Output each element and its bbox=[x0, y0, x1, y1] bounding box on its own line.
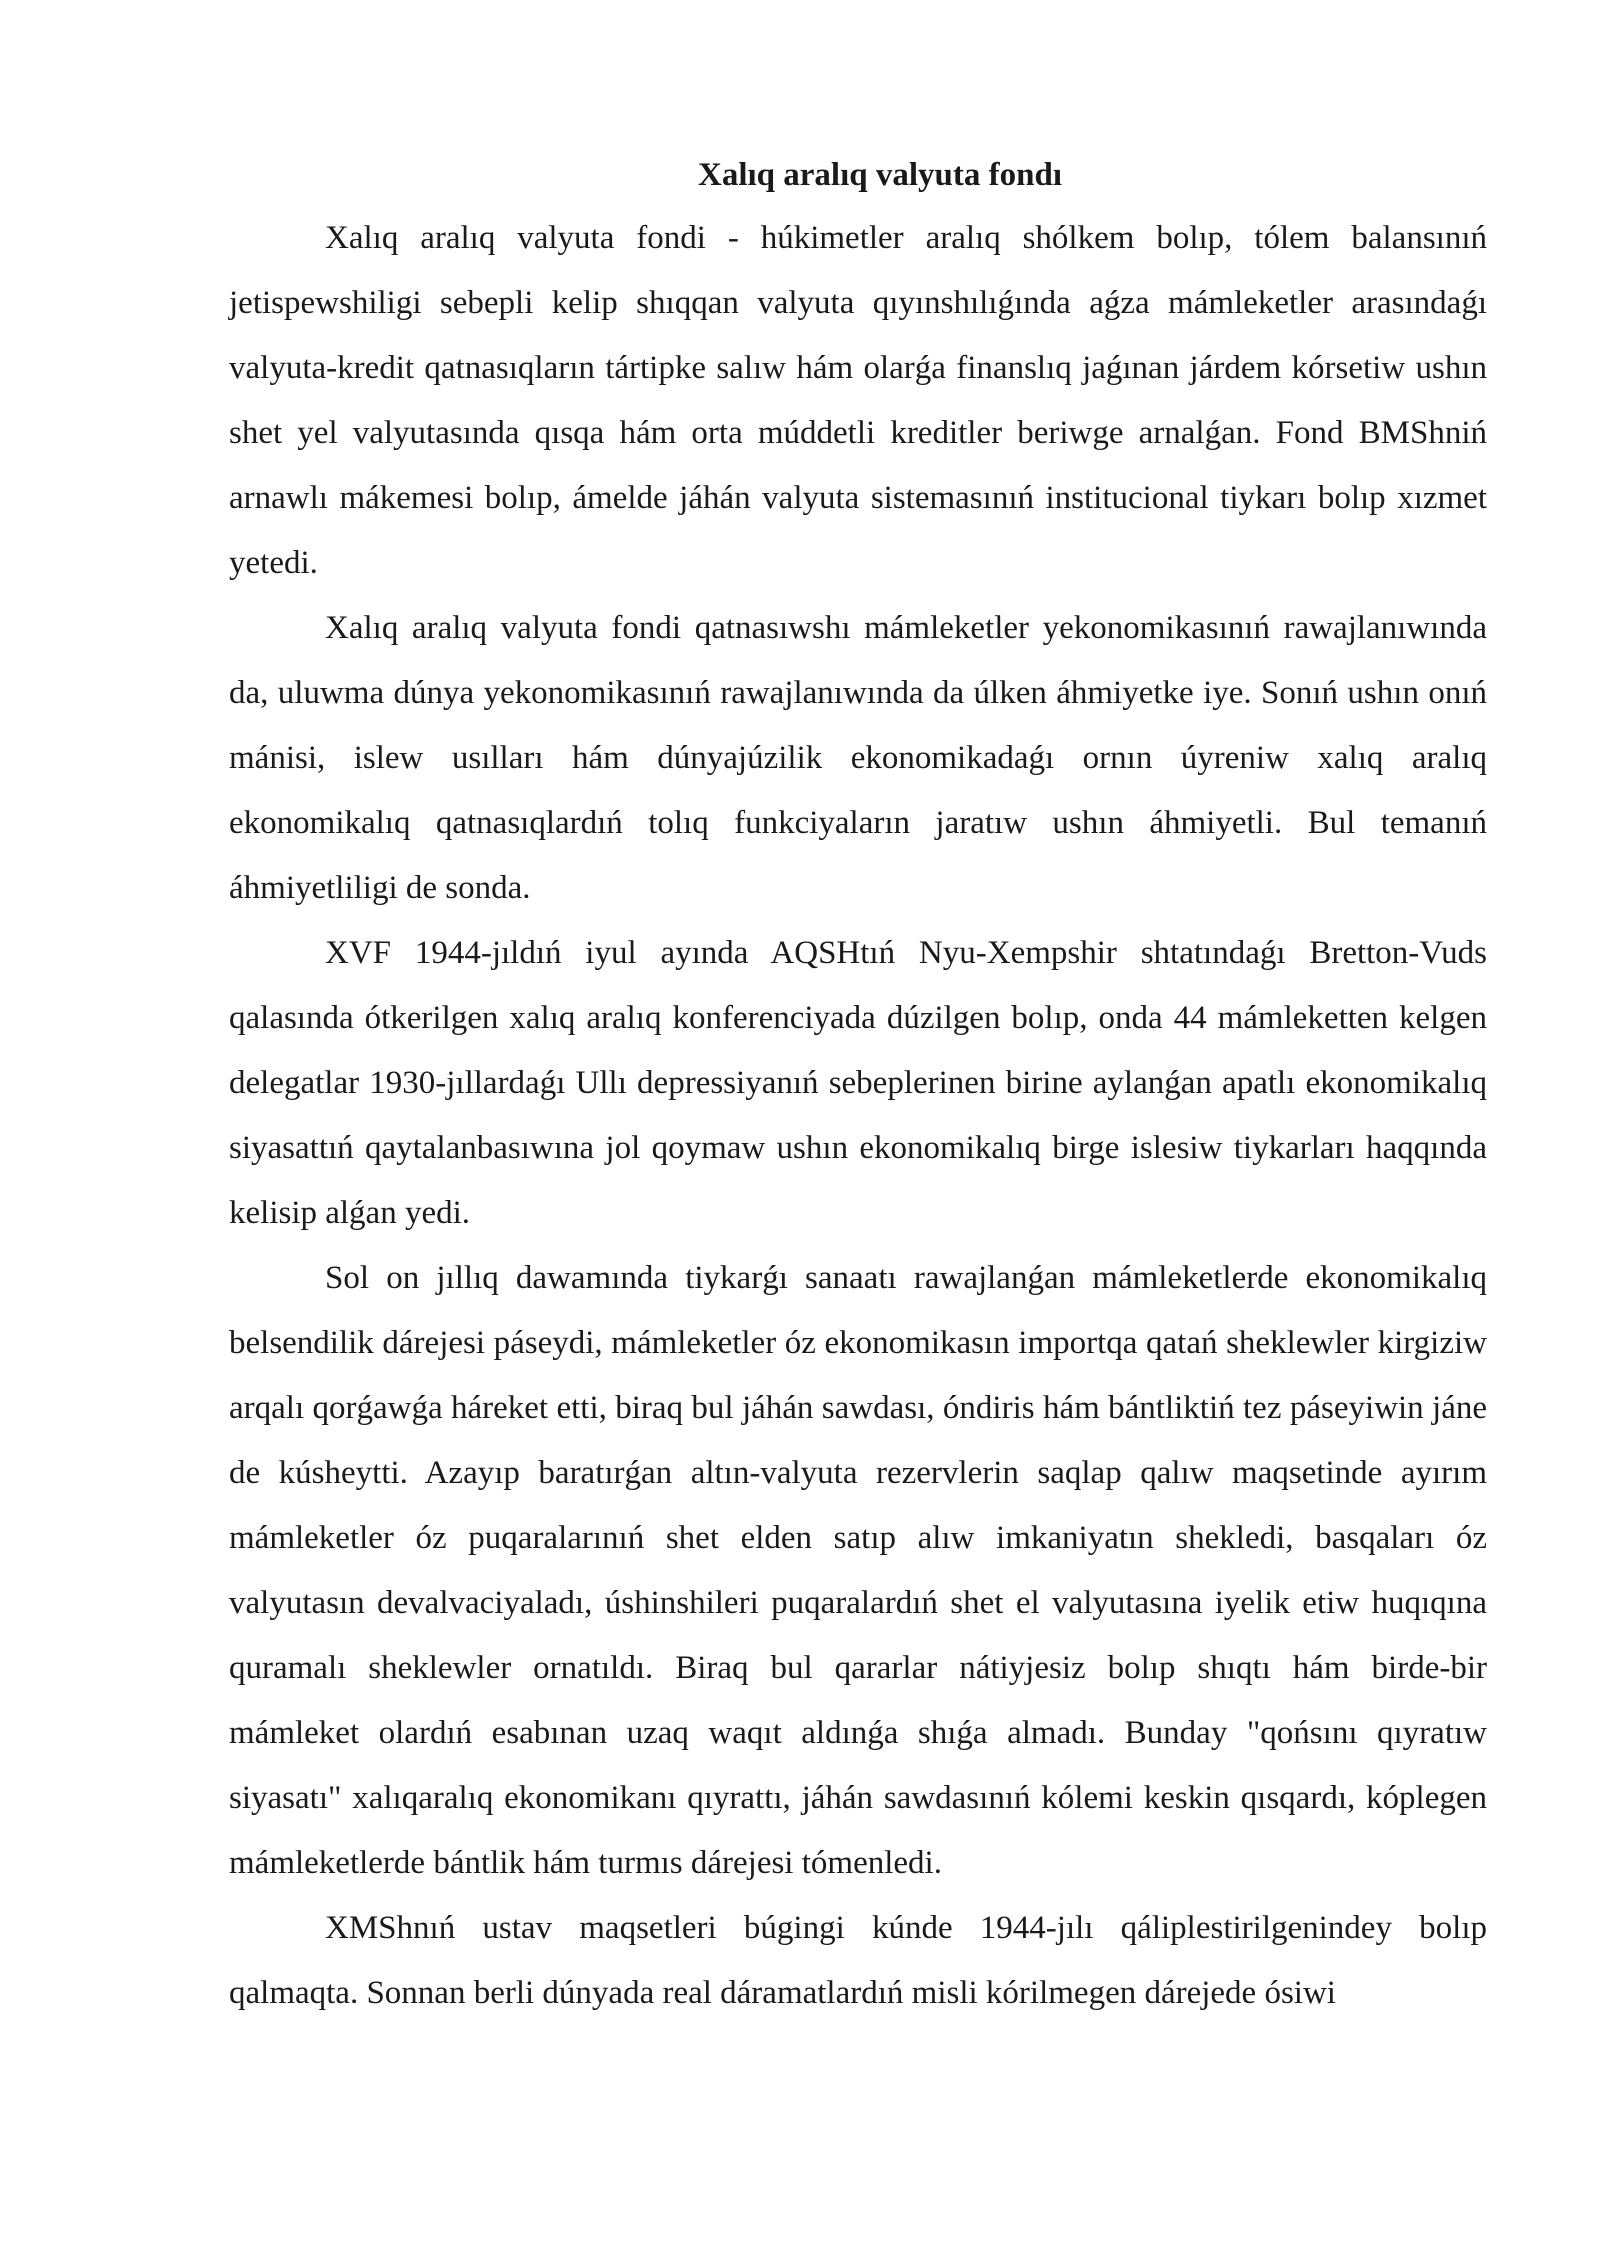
paragraph-2: Xalıq aralıq valyuta fondi qatnasıwshı mámleketler yekonomikasınıń rawajlanıwında da, uluwma dúnya yekonomikasınıń rawajlanıwında da úlken áhmiyetke iye. Sonıń ushın onıń mánisi, islew usılları hám dúnyajúzilik ekonomikadaǵı ornın úyreniw xalıq aralıq ekonomikalıq qatnasıqlardıń tolıq funkciyaların jaratıw ushın áhmiyetli. Bul temanıń áhmiyetliligi de sonda. bbox=[229, 610, 1487, 906]
document-title: Xalıq aralıq valyuta fondı bbox=[698, 157, 1062, 193]
document-page bbox=[229, 150, 1487, 2026]
paragraph-5: XMShnıń ustav maqsetleri búgingi kúnde 1944-jılı qáliplestirilgenindey bolıp qalmaqta. Sonnan berli dúnyada real dáramatlardıń misli kórilmegen dárejede ósiwi bbox=[229, 1910, 1487, 2011]
paragraph-4: Sol on jıllıq dawamında tiykarǵı sanaatı rawajlanǵan mámleketlerde ekonomikalıq belsendilik dárejesi páseydi, mámleketler óz ekonomikasın importqa qatań sheklewler kirgiziw arqalı qorǵawǵa háreket etti, biraq bul jáhán sawdası, óndiris hám bántliktiń tez páseyiwin jáne de kúsheytti. Azayıp baratırǵan altın-valyuta rezervlerin saqlap qalıw maqsetinde ayırım mámleketler óz puqaralarınıń shet elden satıp alıw imkaniyatın shekledi, basqaları óz valyutasın devalvaciyaladı, úshinshileri puqaralardıń shet el valyutasına iyelik etiw huqıqına quramalı sheklewler ornatıldı. Biraq bul qararlar nátiyjesiz bolıp shıqtı hám birde-bir mámleket olardıń esabınan uzaq waqıt aldınǵa shıǵa almadı. Bunday "qońsını qıyratıw siyasatı" xalıqaralıq ekonomikanı qıyrattı, jáhán sawdasınıń kólemi keskin qısqardı, kóplegen mámleketlerde bántlik hám turmıs dárejesi tómenledi. bbox=[229, 1260, 1487, 1881]
paragraph-3: XVF 1944-jıldıń iyul ayında AQSHtıń Nyu-Xempshir shtatındaǵı Bretton-Vuds qalasında ótkerilgen xalıq aralıq konferenciyada dúzilgen bolıp, onda 44 mámleketten kelgen delegatlar 1930-jıllardaǵı Ullı depressiyanıń sebeplerinen birine aylanǵan apatlı ekonomikalıq siyasattıń qaytalanbasıwına jol qoymaw ushın ekonomikalıq birge islesiw tiykarları haqqında kelisip alǵan yedi. bbox=[229, 935, 1487, 1231]
paragraph-1: Xalıq aralıq valyuta fondi - húkimetler aralıq shólkem bolıp, tólem balansınıń jetispewshiligi sebepli kelip shıqqan valyuta qıyınshılıǵında aǵza mámleketler arasındaǵı valyuta-kredit qatnasıqların tártipke salıw hám olarǵa finanslıq jaǵınan járdem kórsetiw ushın shet yel valyutasında qısqa hám orta múddetli kreditler beriwge arnalǵan. Fond BMShniń arnawlı mákemesi bolıp, ámelde jáhán valyuta sistemasınıń institucional tiykarı bolıp xızmet yetedi. bbox=[229, 220, 1487, 581]
